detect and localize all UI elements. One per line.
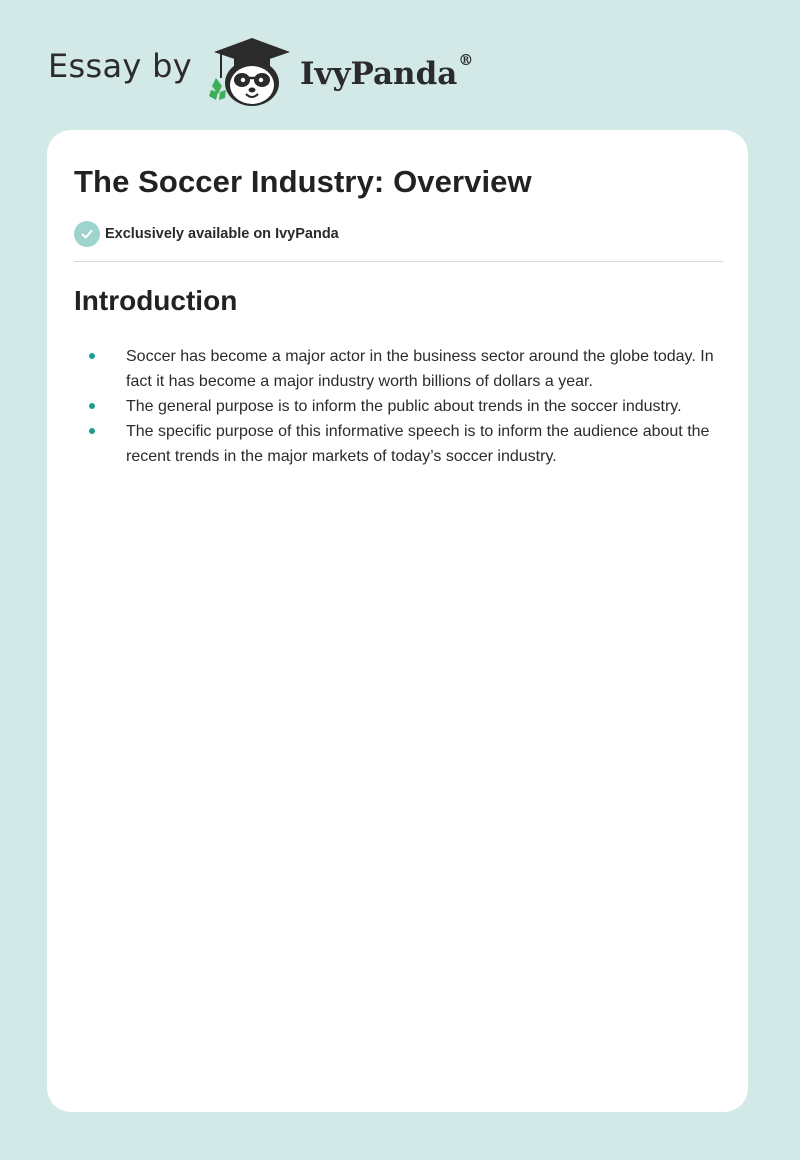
essay-by-label: Essay by	[48, 47, 192, 85]
introduction-bullet-list	[47, 344, 748, 469]
registered-mark: ®	[458, 50, 474, 69]
divider	[74, 261, 723, 262]
list-item-text: The general purpose is to inform the public about trends in the soccer industry.	[126, 398, 682, 415]
list-item-text: The specific purpose of this informative speech is to inform the audience about the recent trends in the major markets of today’s soccer industry.	[126, 423, 710, 465]
bullet-dot	[89, 353, 95, 359]
panda-logo-icon[interactable]	[206, 34, 298, 110]
bullet-dot	[89, 403, 95, 409]
site-header	[48, 34, 473, 110]
exclusive-badge-text: Exclusively available on IvyPanda	[105, 226, 339, 242]
list-item	[47, 344, 748, 394]
list-item	[47, 419, 748, 469]
checkmark-icon	[74, 221, 100, 247]
page-title: The Soccer Industry: Overview	[74, 164, 532, 199]
essay-card	[47, 130, 748, 1112]
exclusive-badge	[74, 221, 339, 247]
section-heading-introduction: Introduction	[74, 285, 238, 316]
list-item	[47, 394, 748, 419]
list-item-text: Soccer has become a major actor in the business sector around the globe today. In fact it has become a major industry worth billions of dollars a year.	[126, 348, 714, 390]
brand-name: IvyPanda®	[299, 50, 474, 92]
bullet-dot	[89, 428, 95, 434]
